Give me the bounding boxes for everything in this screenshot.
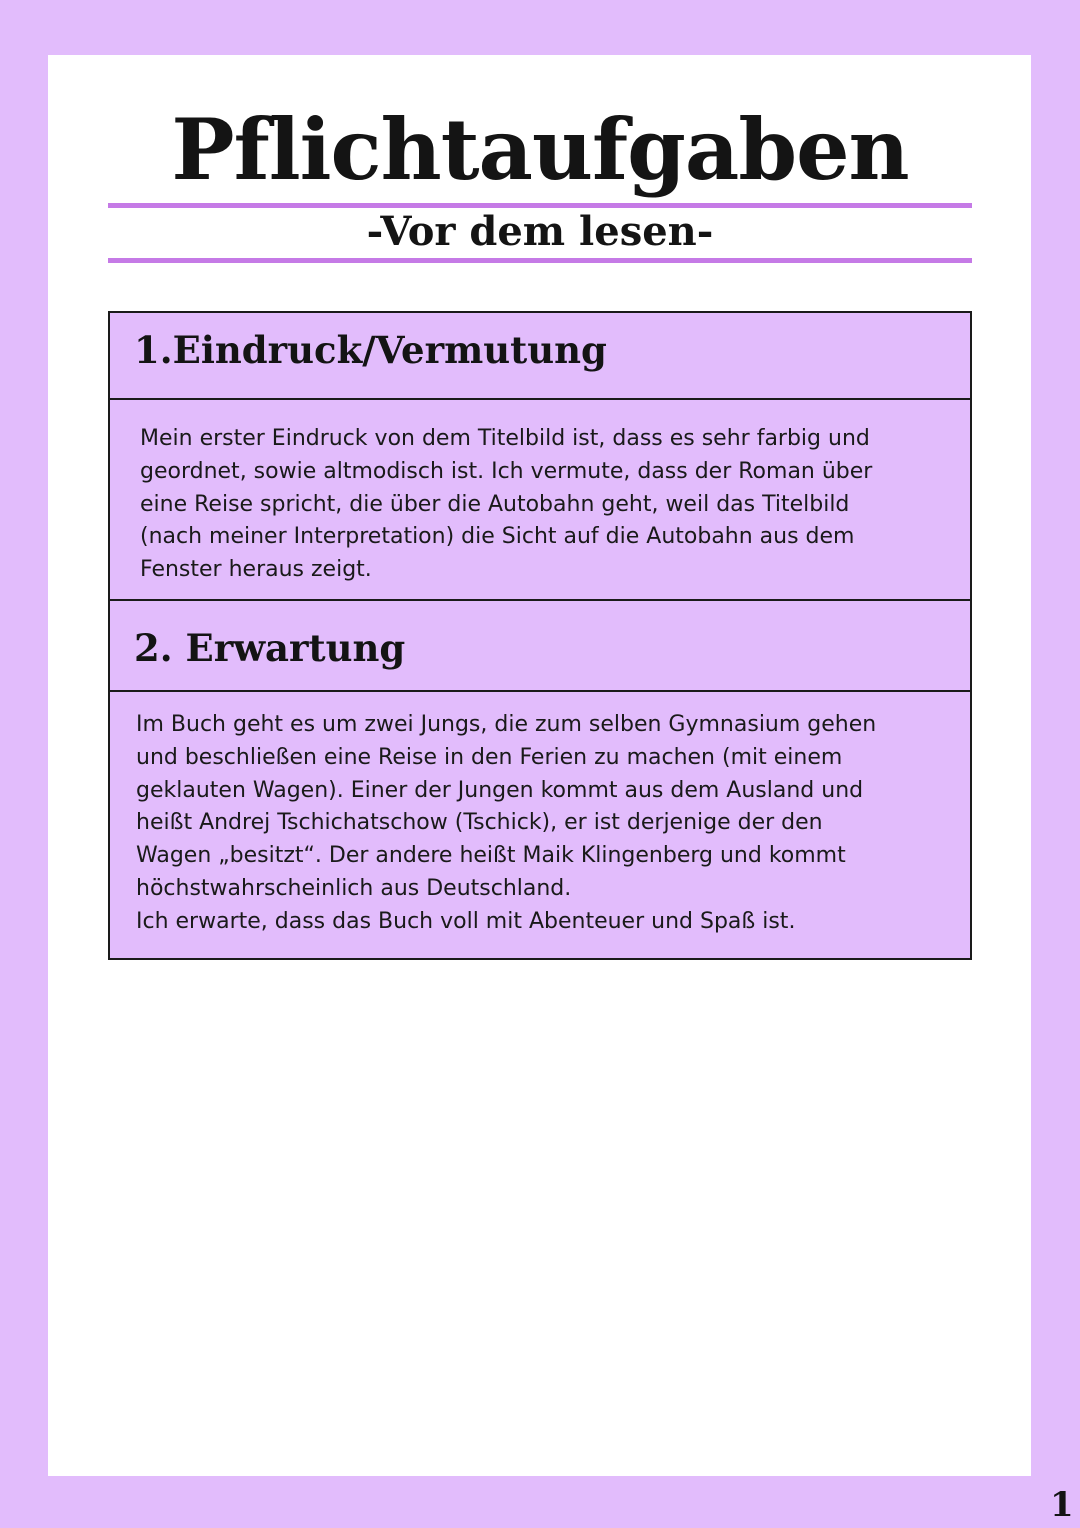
title-rule-bottom [108,258,972,263]
text-line: Im Buch geht es um zwei Jungs, die zum selben Gymnasium gehen [136,712,877,737]
text-line: Mein erster Eindruck von dem Titelbild ist, dass es sehr farbig und [140,426,870,451]
section-divider [110,690,970,692]
section-divider [110,599,970,601]
task-table [108,311,972,960]
text-line: eine Reise spricht, die über die Autobahn geht, weil das Titelbild [140,491,850,517]
text-line: heißt Andrej Tschichatschow (Tschick), er ist derjenige der den [136,810,823,836]
section-heading-erwartung: 2. Erwartung [134,626,406,670]
section-text-erwartung [136,709,876,939]
page-title: Pflichtaufgaben [171,100,909,199]
text-line: Fenster heraus zeigt. [140,557,372,583]
text-line: höchstwahrscheinlich aus Deutschland. [136,875,572,901]
text-line: Ich erwarte, dass das Buch voll mit Abenteuer und Spaß ist. [136,908,796,934]
section-text-eindruck [140,423,872,587]
text-line: geklauten Wagen). Einer der Jungen kommt aus dem Ausland und [136,777,864,803]
page-subtitle: -Vor dem lesen- [366,208,714,255]
text-line: geordnet, sowie altmodisch ist. Ich vermute, dass der Roman über [140,458,873,484]
text-line: und beschließen eine Reise in den Ferien zu machen (mit einem [136,744,843,770]
page-number: 1 [1050,1485,1074,1525]
section-heading-eindruck: 1.Eindruck/Vermutung [134,328,607,372]
text-line: Wagen „besitzt“. Der andere heißt Maik Klingenberg und kommt [136,843,846,869]
text-line: (nach meiner Interpretation) die Sicht auf die Autobahn aus dem [140,524,855,550]
section-divider [110,398,970,400]
